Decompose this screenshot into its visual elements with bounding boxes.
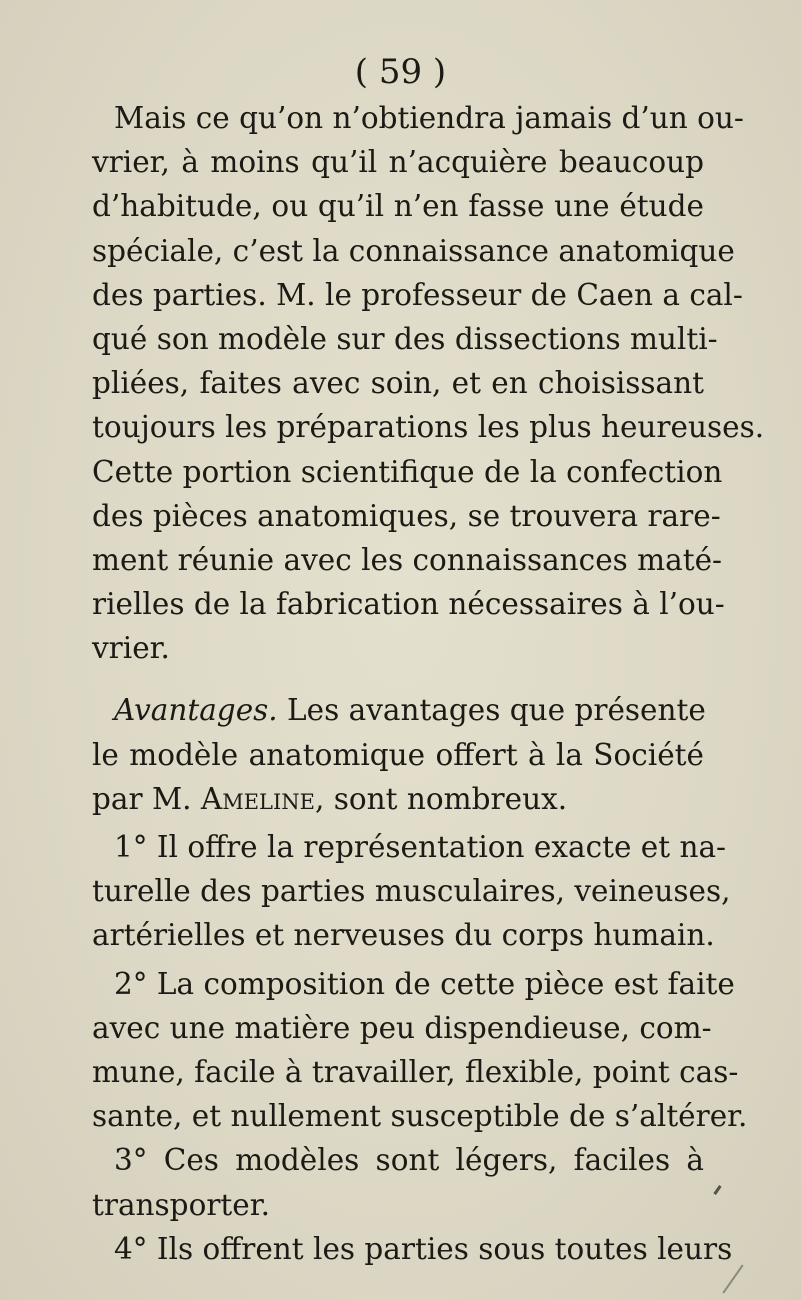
text-line: Mais ce qu’on n’obtiendra jamais d’un ou- xyxy=(114,101,744,135)
text-line: des pièces anatomiques, se trouvera rare- xyxy=(92,498,721,533)
body-text xyxy=(92,96,765,1271)
text-line: artérielles et nerveuses du corps humain. xyxy=(92,918,715,953)
text-line: avec une matière peu dispendieuse, com- xyxy=(92,1010,712,1045)
paragraph-avantages xyxy=(92,688,704,821)
text-line xyxy=(92,688,704,732)
section-heading-avantages: Avantages. xyxy=(114,693,278,728)
list-item-2 xyxy=(92,962,748,1139)
text-line: le modèle anatomique offert à la Société xyxy=(92,737,704,772)
text-line: 1° Il offre la représentation exacte et na- xyxy=(114,830,727,864)
text-line: toujours les préparations les plus heureuses. xyxy=(92,410,765,445)
text-run: , sont nombreux. xyxy=(315,781,568,816)
text-line: mune, facile à travailler, flexible, point cas- xyxy=(92,1054,739,1089)
list-item-3 xyxy=(92,1138,704,1226)
text-line: spéciale, c’est la connaissance anatomique xyxy=(92,233,735,268)
text-line: sante, et nullement susceptible de s’altérer. xyxy=(92,1099,748,1134)
text-line: pliées, faites avec soin, et en choisissant xyxy=(92,366,704,401)
text-line: des parties. M. le professeur de Caen a cal- xyxy=(92,277,743,312)
text-line: rielles de la fabrication nécessaires à l’ou- xyxy=(92,587,725,622)
page-number: ( 59 ) xyxy=(354,52,447,92)
list-item-4 xyxy=(92,1227,733,1271)
text-line: vrier. xyxy=(92,631,170,666)
text-run: Les avantages que présente xyxy=(277,693,706,728)
text-line: transporter. xyxy=(92,1187,270,1222)
text-line: turelle des parties musculaires, veineuses, xyxy=(92,874,731,909)
text-run: par M. xyxy=(92,781,201,816)
text-line: vrier, à moins qu’il n’acquière beaucoup xyxy=(92,145,704,180)
text-line: 4° Ils offrent les parties sous toutes leurs xyxy=(114,1231,733,1266)
list-item-1 xyxy=(92,825,731,958)
text-line: qué son modèle sur des dissections multi- xyxy=(92,321,718,356)
text-line: Cette portion scientifique de la confection xyxy=(92,454,723,489)
text-line xyxy=(92,777,704,821)
text-line: ment réunie avec les connaissances maté- xyxy=(92,542,723,577)
text-line: d’habitude, ou qu’il n’en fasse une étude xyxy=(92,189,704,224)
paragraph-anatomical-knowledge xyxy=(92,96,765,670)
text-line: 3° Ces modèles sont légers, faciles à xyxy=(114,1143,704,1178)
author-name: Ameline xyxy=(200,781,316,816)
text-line: 2° La composition de cette pièce est faite xyxy=(114,966,735,1001)
paper-mark xyxy=(713,1185,721,1195)
